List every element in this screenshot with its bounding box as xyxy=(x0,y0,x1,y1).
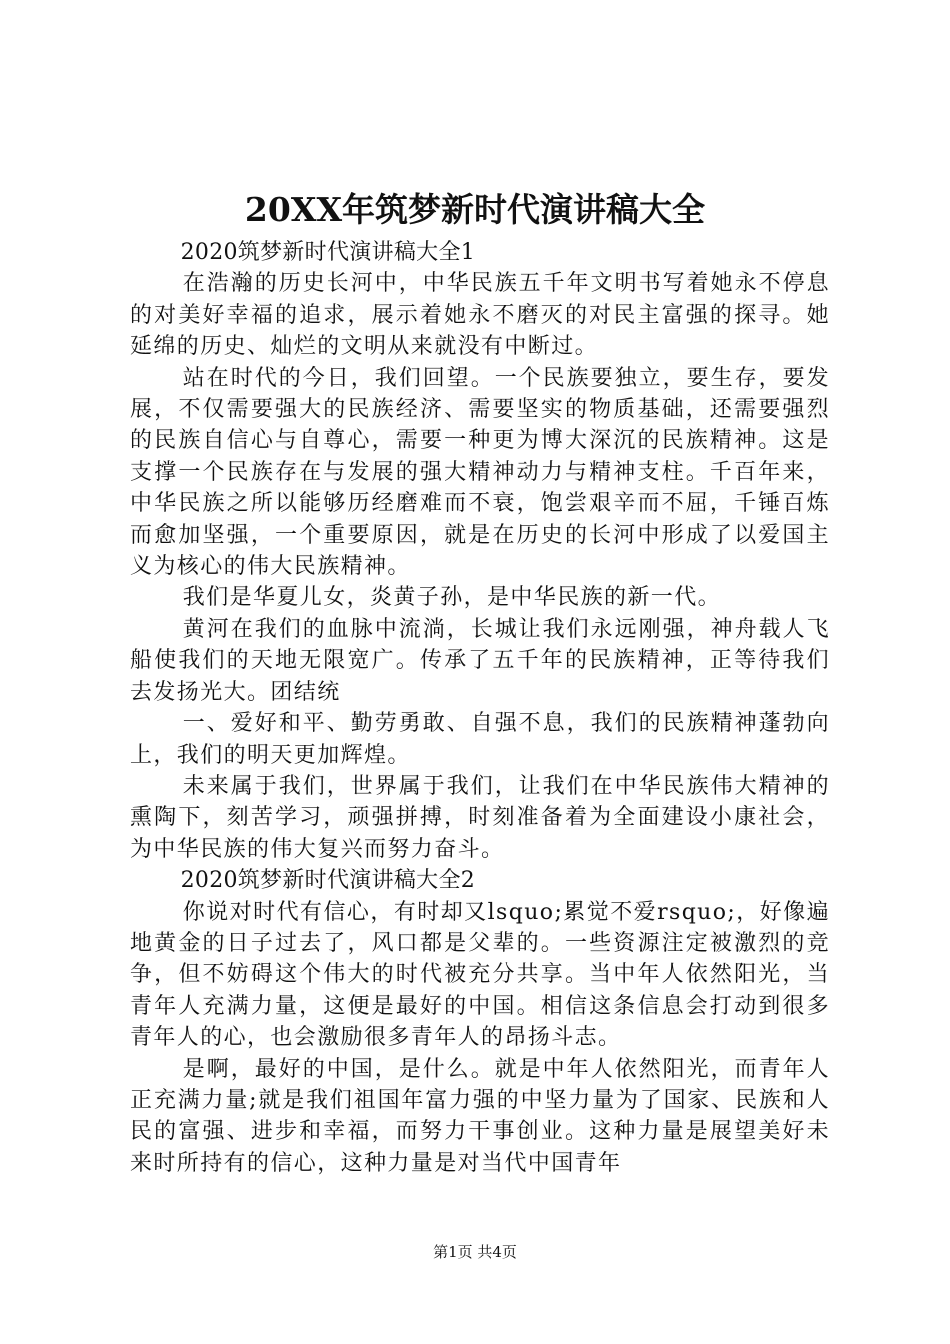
section-heading: 2020筑梦新时代演讲稿大全2 xyxy=(180,868,476,894)
page-footer: 第1页 共4页 xyxy=(433,1243,517,1261)
paragraph: 站在时代的今日，我们回望。一个民族要独立，要生存，要发展，不仅需要强大的民族经济、需要坚实的物质基础，还需要强烈的民族自信心与自尊心，需要一种更为博大深沉的民族精神。这是支撑一个民族存在与发展的强大精神动力与精神支柱。千百年来，中华民族之所以能够历经磨难而不衰，饱尝艰辛而不屈，千锤百炼而愈加坚强，一个重要原因，就是在历史的长河中形成了以爱国主义为核心的伟大民族精神。 xyxy=(130,365,830,580)
paragraph: 一、爱好和平、勤劳勇敢、自强不息，我们的民族精神蓬勃向上，我们的明天更加辉煌。 xyxy=(130,711,830,768)
document-title: 20XX年筑梦新时代演讲稿大全 xyxy=(244,190,706,229)
document-body xyxy=(130,237,830,1179)
paragraph: 在浩瀚的历史长河中，中华民族五千年文明书写着她永不停息的对美好幸福的追求，展示着她永不磨灭的对民主富强的探寻。她延绵的历史、灿烂的文明从来就没有中断过。 xyxy=(130,271,830,360)
paragraph: 未来属于我们，世界属于我们，让我们在中华民族伟大精神的熏陶下，刻苦学习，顽强拼搏，时刻准备着为全面建设小康社会，为中华民族的伟大复兴而努力奋斗。 xyxy=(130,773,830,862)
paragraph: 是啊，最好的中国，是什么。就是中年人依然阳光，而青年人正充满力量;就是我们祖国年富力强的中坚力量为了国家、民族和人民的富强、进步和幸福，而努力干事创业。这种力量是展望美好未来时所持有的信心，这种力量是对当代中国青年 xyxy=(130,1056,830,1176)
paragraph: 黄河在我们的血脉中流淌，长城让我们永远刚强，神舟载人飞船使我们的天地无限宽广。传承了五千年的民族精神，正等待我们去发扬光大。团结统 xyxy=(130,616,830,705)
paragraph: 我们是华夏儿女，炎黄子孙，是中华民族的新一代。 xyxy=(182,585,721,611)
section-heading: 2020筑梦新时代演讲稿大全1 xyxy=(180,240,476,265)
paragraph: 你说对时代有信心，有时却又lsquo;累觉不爱rsquo;，好像遍地黄金的日子过去了，风口都是父辈的。一些资源注定被激烈的竞争，但不妨碍这个伟大的时代被充分共享。当中年人依然阳光，当青年人充满力量，这便是最好的中国。相信这条信息会打动到很多青年人的心，也会激励很多青年人的昂扬斗志。 xyxy=(130,899,830,1051)
